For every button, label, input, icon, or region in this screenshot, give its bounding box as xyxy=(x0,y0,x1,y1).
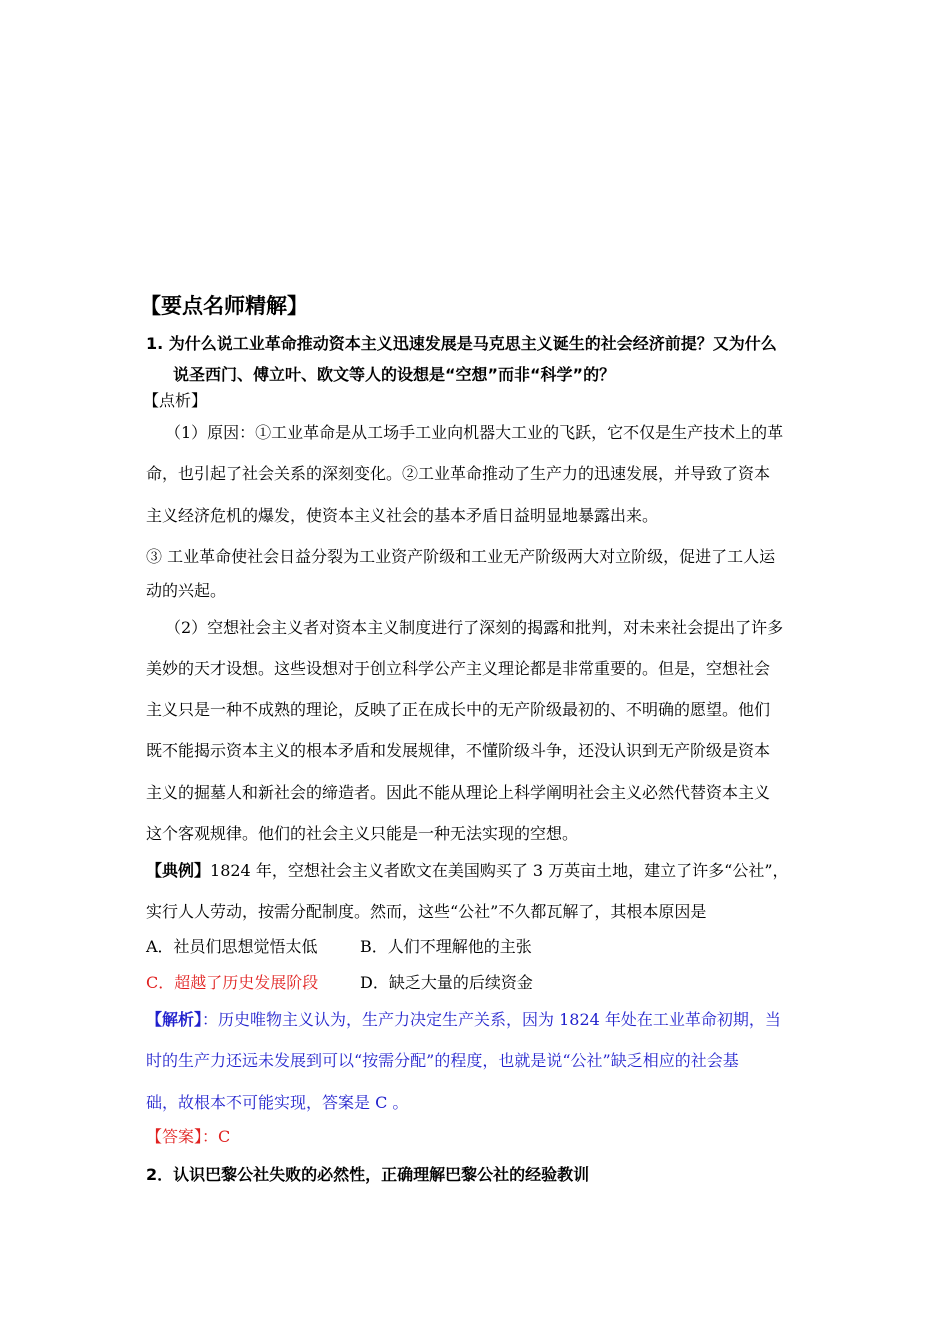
option-c: C．超越了历史发展阶段 xyxy=(146,973,319,992)
section-heading: 【要点名师精解】 xyxy=(140,294,308,318)
para1-line-3: 主义经济危机的爆发，使资本主义社会的基本矛盾日益明显地暴露出来。 xyxy=(146,506,659,525)
option-d: D．缺乏大量的后续资金 xyxy=(360,973,533,992)
answer-value: ：C xyxy=(202,1127,231,1146)
explanation-text-1: ：历史唯物主义认为，生产力决定生产关系，因为 1824 年处在工业革命初期，当 xyxy=(202,1010,781,1029)
question-2: 2．认识巴黎公社失败的必然性，正确理解巴黎公社的经验教训 xyxy=(146,1165,590,1184)
answer-label: 【答案】 xyxy=(146,1127,203,1146)
para2-line-5: 主义的掘墓人和新社会的缔造者。因此不能从理论上科学阐明社会主义必然代替资本主义 xyxy=(146,783,771,802)
para2-line-2: 美妙的天才设想。这些设想对于创立科学公产主义理论都是非常重要的。但是，空想社会 xyxy=(146,659,771,678)
para2-line-3: 主义只是一种不成熟的理论，反映了正在成长中的无产阶级最初的、不明确的愿望。他们 xyxy=(146,700,771,719)
explanation-label: 【解析】 xyxy=(146,1010,203,1029)
example-label: 【典例】 xyxy=(146,861,211,880)
analysis-label: 【点析】 xyxy=(143,391,208,410)
option-a: A．社员们思想觉悟太低 xyxy=(146,937,318,956)
example-line-2: 实行人人劳动，按需分配制度。然而，这些“公社”不久都瓦解了，其根本原因是 xyxy=(146,902,707,921)
para1-line-1: （1）原因：①工业革命是从工场手工业向机器大工业的飞跃，它不仅是生产技术上的革 xyxy=(165,423,784,442)
para2-line-1: （2）空想社会主义者对资本主义制度进行了深刻的揭露和批判，对未来社会提出了许多 xyxy=(165,618,784,637)
example-line-1 xyxy=(146,860,789,882)
explanation-line-1 xyxy=(146,1009,781,1031)
para2-line-6: 这个客观规律。他们的社会主义只能是一种无法实现的空想。 xyxy=(146,824,579,843)
question-1-line-2: 说圣西门、傅立叶、欧文等人的设想是“空想”而非“科学”的？ xyxy=(173,365,616,384)
explanation-line-3: 础，故根本不可能实现，答案是 C 。 xyxy=(146,1093,409,1112)
answer-line xyxy=(146,1126,230,1148)
para1-line-2: 命，也引起了社会关系的深刻变化。②工业革命推动了生产力的迅速发展，并导致了资本 xyxy=(146,464,771,483)
para1-line-5: 动的兴起。 xyxy=(146,581,227,600)
example-text-1: 1824 年，空想社会主义者欧文在美国购买了 3 万英亩土地，建立了许多“公社”， xyxy=(210,861,789,880)
explanation-line-2: 时的生产力还远未发展到可以“按需分配”的程度，也就是说“公社”缺乏相应的社会基 xyxy=(146,1051,739,1070)
option-b: B．人们不理解他的主张 xyxy=(360,937,532,956)
para2-line-4: 既不能揭示资本主义的根本矛盾和发展规律，不懂阶级斗争，还没认识到无产阶级是资本 xyxy=(146,741,771,760)
question-1-line-1: 1. 为什么说工业革命推动资本主义迅速发展是马克思主义诞生的社会经济前提？又为什么 xyxy=(146,334,777,353)
para1-line-4: ③ 工业革命使社会日益分裂为工业资产阶级和工业无产阶级两大对立阶级，促进了工人运 xyxy=(146,547,776,566)
